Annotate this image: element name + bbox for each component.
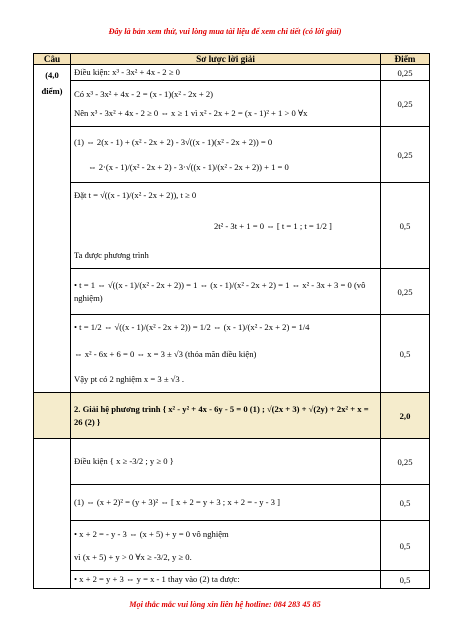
solution-line: (1) ⇔ 2(x - 1) + (x² - 2x + 2) - 3√((x - 1)(x² - 2x + 2)) = 0 (74, 136, 273, 147)
solution-line: Điều kiện: x³ - 3x² + 4x - 2 ≥ 0 (74, 67, 180, 78)
solution-line: vì (x + 5) + y > 0 ∀x ≥ -3/2, y ≥ 0. (74, 551, 192, 562)
solution-cell (71, 65, 381, 81)
table-row (34, 571, 430, 589)
table-row (34, 183, 430, 269)
solution-cell (71, 81, 381, 127)
score-cell: 0,5 (381, 485, 430, 521)
solution-line: (1) ⇔ (x + 2)² = (y + 3)² ⇔ [ x + 2 = y + 3 ; x + 2 = - y - 3 ] (74, 497, 280, 508)
solution-cell (71, 521, 381, 571)
solution-line: • t = 1/2 ⇔ √((x - 1)/(x² - 2x + 2)) = 1/2 ⇔ (x - 1)/(x² - 2x + 2) = 1/4 (74, 322, 310, 333)
table-row (34, 315, 430, 393)
question-label: (4,0 điểm) (34, 65, 71, 393)
solution-cell (71, 439, 381, 485)
solution-cell (71, 393, 381, 439)
score-cell: 0,25 (381, 439, 430, 485)
solution-line: Vậy pt có 2 nghiệm x = 3 ± √3 . (74, 373, 184, 384)
solution-line: • x + 2 = - y - 3 ⇔ (x + 5) + y = 0 vô nghiệm (74, 528, 229, 539)
table-row (34, 485, 430, 521)
header-solution: Sơ lược lời giải (71, 54, 381, 65)
solution-cell (71, 127, 381, 183)
score-cell: 0,5 (381, 521, 430, 571)
solution-cell (71, 571, 381, 589)
table-row (34, 521, 430, 571)
solution-line: Nên x³ - 3x² + 4x - 2 ≥ 0 ⇔ x ≥ 1 vì x² - 2x + 2 = (x - 1)² + 1 > 0 ∀x (74, 107, 308, 118)
score-cell: 0,25 (381, 127, 430, 183)
solution-line: Có x³ - 3x² + 4x - 2 = (x - 1)(x² - 2x + 2) (74, 88, 213, 99)
solution-cell (71, 269, 381, 315)
hotline-banner: Mọi thắc mắc vui lòng xin liên hệ hotline: 084 283 45 85 (129, 600, 321, 609)
score-cell: 0,5 (381, 183, 430, 269)
score-cell: 0,25 (381, 65, 430, 81)
solution-line: • x + 2 = y + 3 ⇔ y = x - 1 thay vào (2) ta được: (74, 574, 240, 585)
table-row (34, 81, 430, 127)
solution-line: ⇔ 2·(x - 1)/(x² - 2x + 2) - 3·√((x - 1)/(x² - 2x + 2)) + 1 = 0 (88, 161, 289, 172)
table-row (34, 393, 430, 439)
solution-line: ⇔ x² - 6x + 6 = 0 ⇔ x = 3 ± √3 (thỏa mãn điều kiện) (74, 349, 257, 360)
solution-line: Đặt t = √((x - 1)/(x² - 2x + 2)), t ≥ 0 (74, 190, 197, 201)
score-cell: 0,25 (381, 81, 430, 127)
solution-line: • t = 1 ⇔ √((x - 1)/(x² - 2x + 2)) = 1 ⇔ (x - 1)/(x² - 2x + 2) = 1 ⇔ x² - 3x + 3 = 0 (vô nghiệm) (74, 279, 366, 303)
table-row (34, 127, 430, 183)
score-cell: 0,5 (381, 315, 430, 393)
solution-line: 2t² - 3t + 1 = 0 ⇔ [ t = 1 ; t = 1/2 ] (214, 221, 332, 232)
solution-cell (71, 485, 381, 521)
score-cell: 0,5 (381, 571, 430, 589)
preview-banner: Đây là bản xem thử, vui lòng mua tài liệu để xem chi tiết (có lời giải) (108, 27, 342, 36)
solution-cell (71, 315, 381, 393)
solution-line: Điều kiện { x ≥ -3/2 ; y ≥ 0 } (74, 456, 174, 467)
table-row (34, 439, 430, 485)
question-cell-empty (34, 393, 71, 439)
solution-line: Ta được phương trình (74, 249, 149, 260)
table-row (34, 65, 430, 81)
solution-cell (71, 183, 381, 269)
question-cell-empty (34, 439, 71, 589)
table-header-row (34, 54, 430, 65)
solution-line: 2. Giải hệ phương trình { x² - y² + 4x - 6y - 5 = 0 (1) ; √(2x + 3) + √(2y) + 2x² + x = 26 (2) } (74, 404, 369, 427)
header-question: Câu (34, 54, 71, 65)
score-cell: 0,25 (381, 269, 430, 315)
table-row (34, 269, 430, 315)
header-score: Điểm (381, 54, 430, 65)
score-cell: 2,0 (381, 393, 430, 439)
solution-table (33, 53, 430, 589)
